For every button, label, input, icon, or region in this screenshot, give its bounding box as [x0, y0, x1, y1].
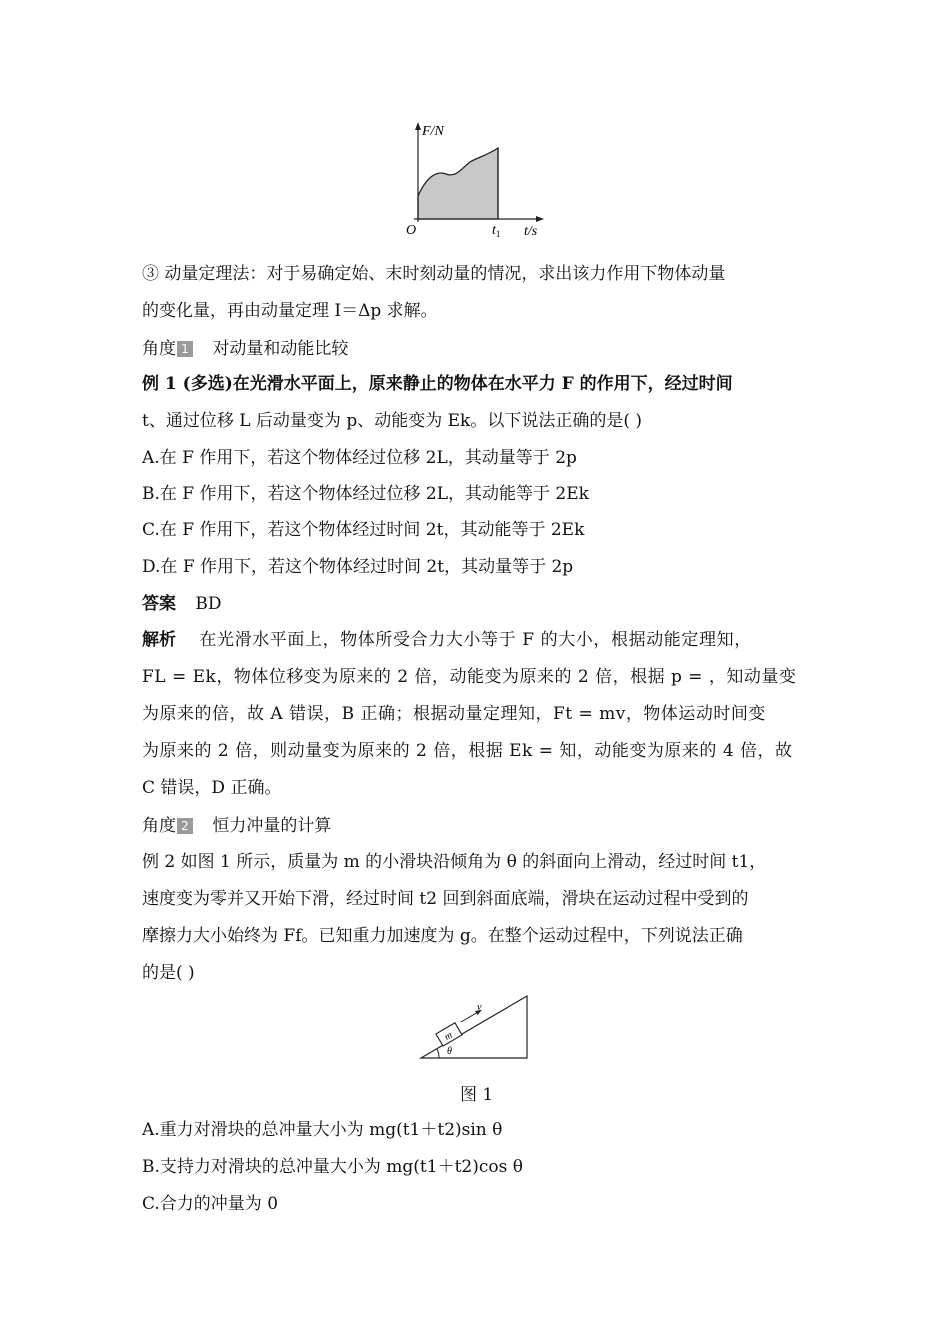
y-axis-label: F/N	[422, 124, 444, 139]
angle2-heading	[142, 814, 331, 838]
angle2-title: 恒力冲量的计算	[212, 816, 332, 836]
y-axis-arrow	[415, 122, 421, 130]
incline-figure	[415, 990, 540, 1065]
example2-line4: 的是( )	[142, 963, 195, 983]
angle1-title: 对动量和动能比较	[212, 339, 349, 359]
angle2-prefix: 角度	[142, 816, 176, 836]
sliding-block	[436, 1023, 462, 1046]
analysis-line4: 为原来的 2 倍，则动量变为原来的 2 倍，根据 Ek = 知，动能变为原来的 4 倍，故	[142, 741, 793, 761]
x-axis-arrow	[536, 216, 544, 222]
example1-answer	[142, 592, 222, 616]
force-time-graph	[400, 118, 550, 243]
example1-line2: t、通过位移 L 后动量变为 p、动能变为 Ek。以下说法正确的是( )	[142, 411, 642, 431]
example1-option-c: C.在 F 作用下，若这个物体经过时间 2t，其动能等于 2Ek	[142, 520, 585, 540]
velocity-label: v	[477, 1002, 482, 1013]
analysis-line3: 为原来的倍，故 A 错误，B 正确；根据动量定理知，Ft = mv，物体运动时间变	[142, 704, 766, 724]
analysis-line2: FL = Ek，物体位移变为原来的 2 倍，动能变为原来的 2 倍，根据 p = ，知动量变	[142, 667, 797, 687]
impulse-area	[418, 148, 498, 219]
example2-line1: 例 2 如图 1 所示，质量为 m 的小滑块沿倾角为 θ 的斜面向上滑动，经过时间 t1，	[142, 852, 767, 872]
x-axis-label: t/s	[524, 224, 538, 239]
angle1-heading	[142, 337, 348, 361]
example1-option-d: D.在 F 作用下，若这个物体经过时间 2t，其动量等于 2p	[142, 557, 574, 577]
example2-line2: 速度变为零并又开始下滑，经过时间 t2 回到斜面底端，滑块在运动过程中受到的	[142, 889, 749, 909]
figure-caption: 图 1	[460, 1085, 494, 1105]
analysis-line5: C 错误，D 正确。	[142, 778, 282, 798]
answer-value: BD	[195, 594, 222, 614]
origin-label: O	[406, 223, 417, 238]
analysis-line1	[142, 628, 752, 652]
angle1-prefix: 角度	[142, 339, 176, 359]
mass-label: m	[442, 1029, 455, 1043]
example1-option-a: A.在 F 作用下，若这个物体经过位移 2L，其动量等于 2p	[142, 448, 577, 468]
incline-triangle	[421, 996, 527, 1058]
answer-label: 答案	[142, 594, 176, 614]
angle-arc	[437, 1049, 439, 1058]
t1-label: $t_1$	[492, 223, 501, 239]
angle1-number-badge: 1	[177, 341, 193, 357]
example2-option-a: A.重力对滑块的总冲量大小为 mg(t1＋t2)sin θ	[142, 1120, 503, 1140]
example2-option-b: B.支持力对滑块的总冲量大小为 mg(t1＋t2)cos θ	[142, 1157, 523, 1177]
angle-label: θ	[447, 1046, 452, 1057]
example1-option-b: B.在 F 作用下，若这个物体经过位移 2L，其动能等于 2Ek	[142, 484, 589, 504]
example1-line1: 例 1 (多选)在光滑水平面上，原来静止的物体在水平力 F 的作用下，经过时间	[142, 374, 733, 394]
example2-line3: 摩擦力大小始终为 Ff。已知重力加速度为 g。在整个运动过程中，下列说法正确	[142, 926, 743, 946]
analysis-text-1: 在光滑水平面上，物体所受合力大小等于 F 的大小，根据动能定理知，	[199, 630, 752, 650]
method3-line1: ③ 动量定理法：对于易确定始、末时刻动量的情况，求出该力作用下物体动量	[142, 264, 726, 284]
method3-line2: 的变化量，再由动量定理 I＝Δp 求解。	[142, 301, 438, 321]
analysis-label: 解析	[142, 630, 176, 650]
angle2-number-badge: 2	[177, 818, 193, 834]
example2-option-c: C.合力的冲量为 0	[142, 1194, 279, 1214]
